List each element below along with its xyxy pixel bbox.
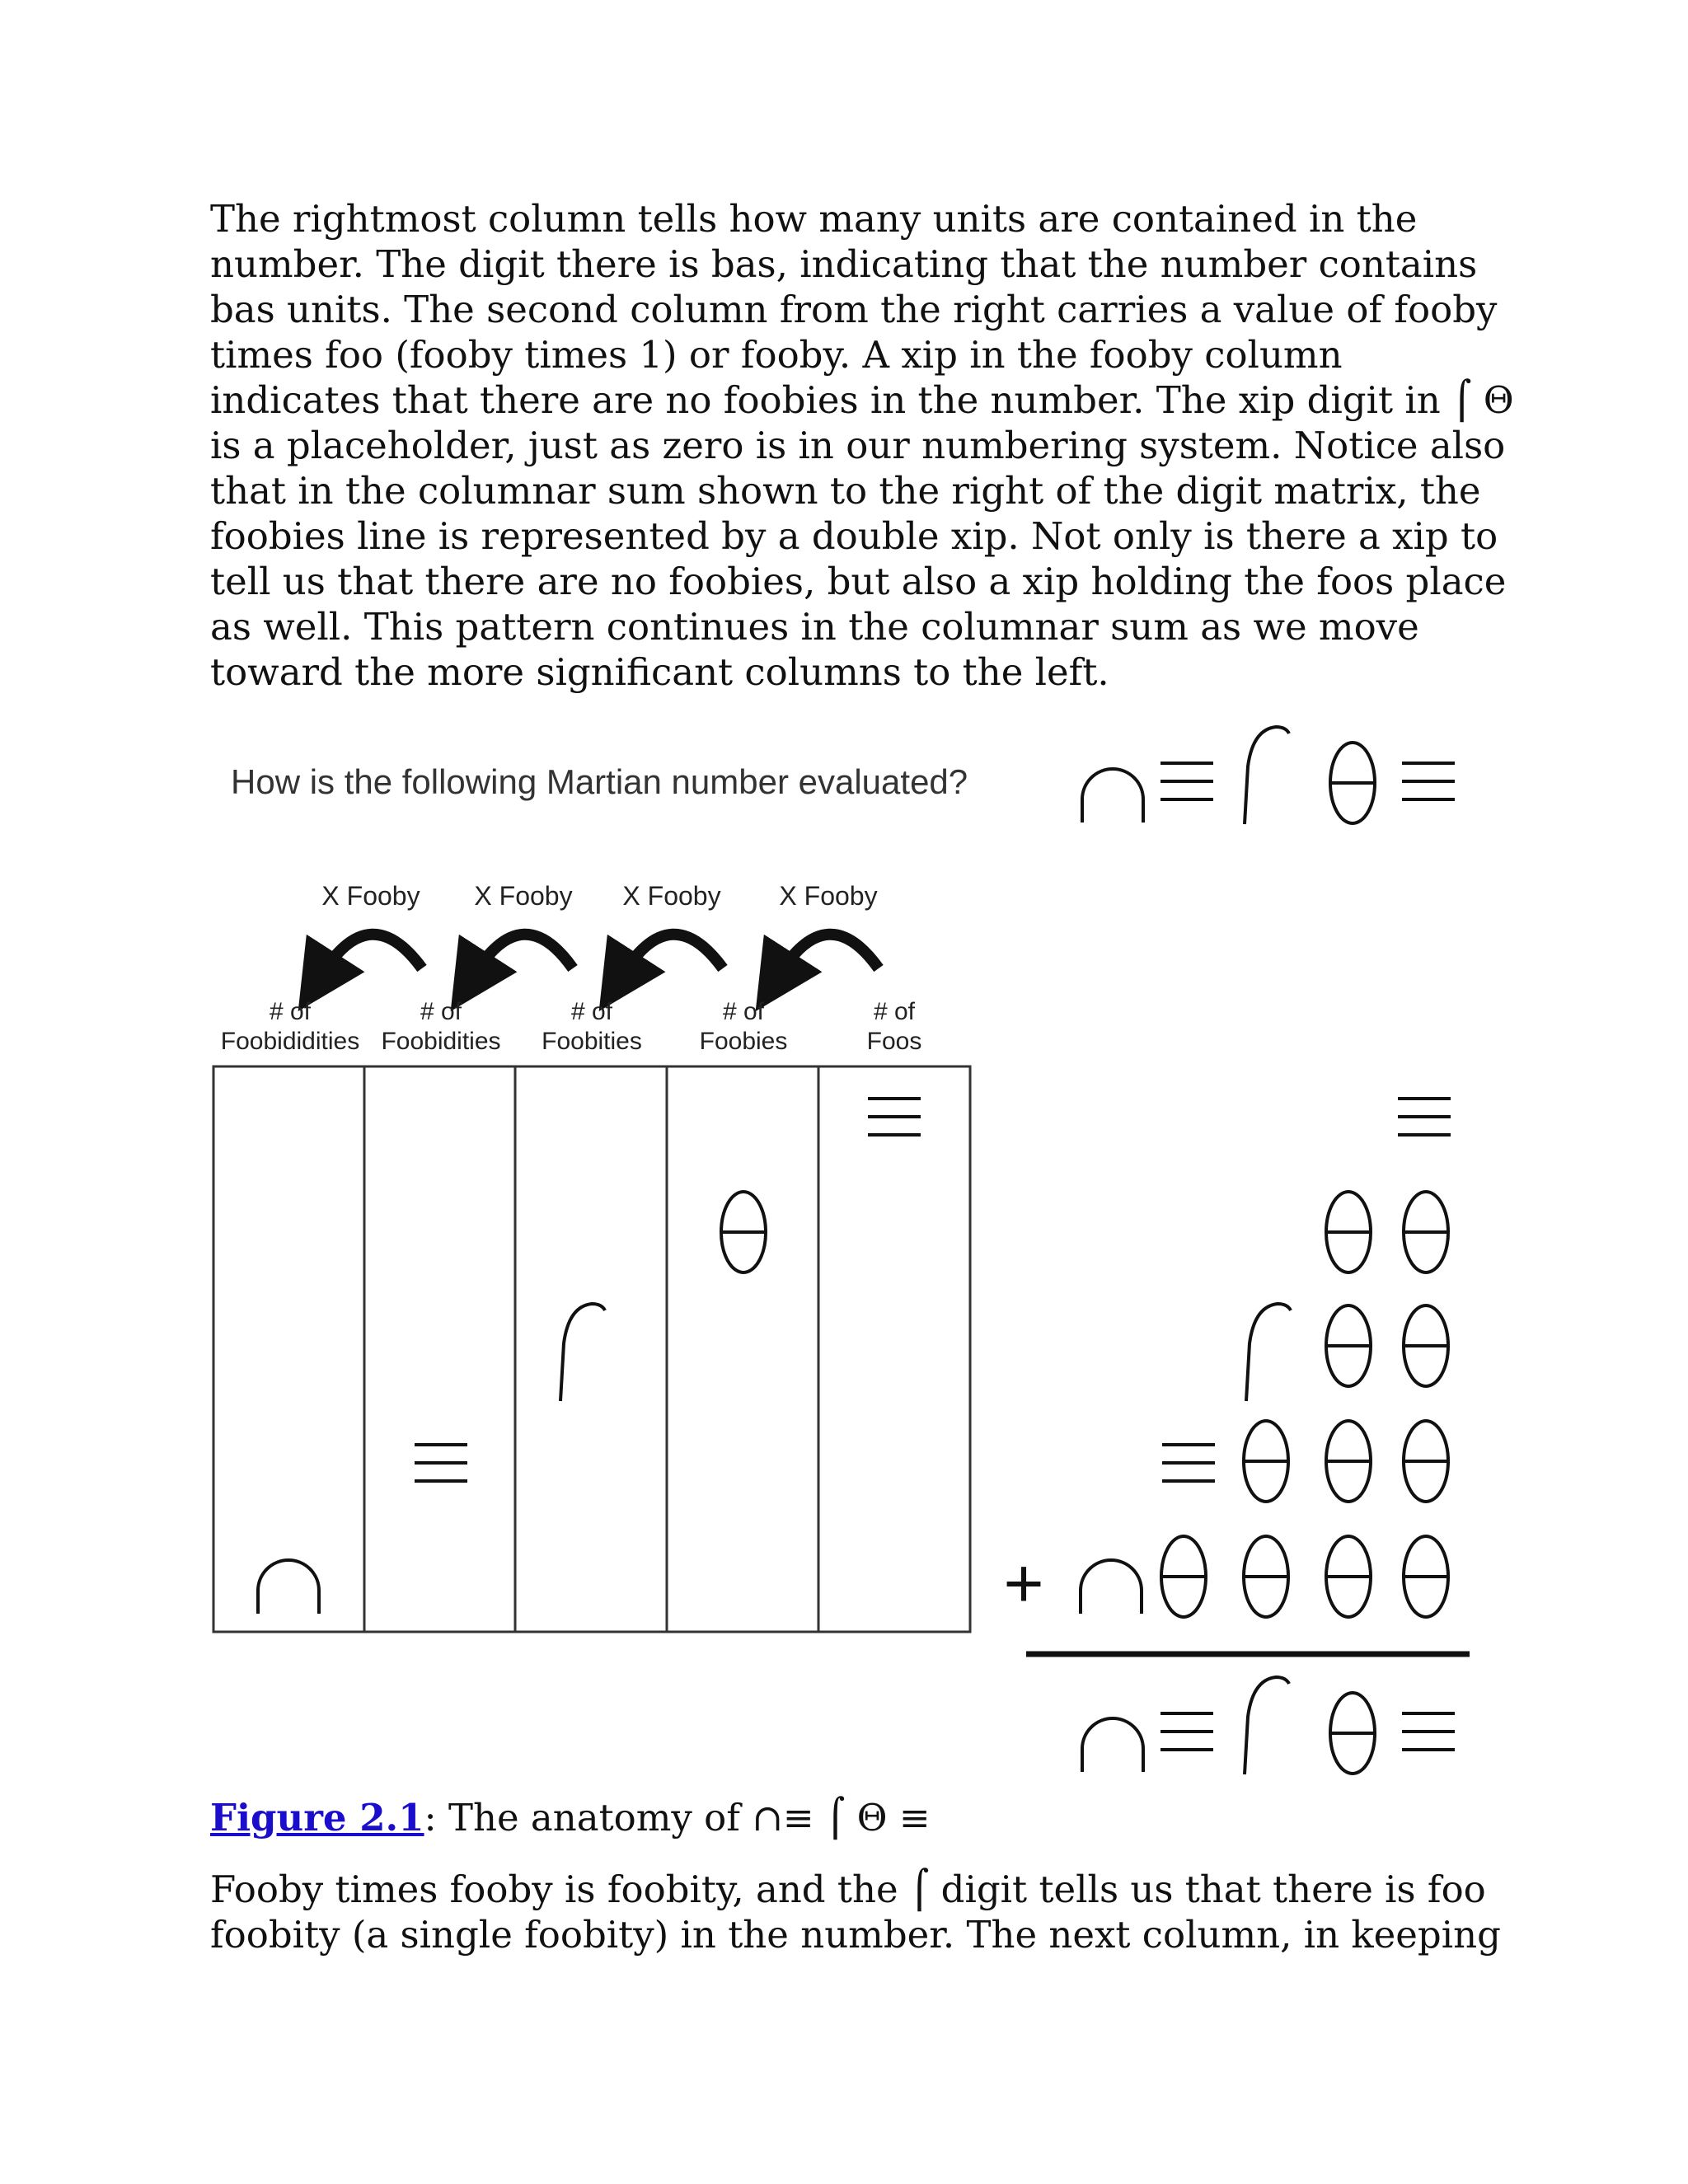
column-label: Foobididities bbox=[220, 1028, 360, 1055]
column-label-top: # of bbox=[873, 998, 916, 1025]
multiplier-label: X Fooby bbox=[622, 881, 721, 911]
multiplier-label: X Fooby bbox=[321, 881, 420, 911]
header-number bbox=[1082, 727, 1455, 824]
curved-arrow-icon bbox=[781, 935, 879, 972]
column-label: Foobities bbox=[542, 1028, 642, 1055]
curved-arrow-icon bbox=[323, 935, 422, 972]
text-line: is a placeholder, just as zero is in our numbering system. Notice also bbox=[210, 424, 1506, 467]
text-line: foobity (a single foobity) in the number. The next column, in keeping bbox=[210, 1913, 1501, 1957]
text-line: tell us that there are no foobies, but also a xip holding the foos place bbox=[210, 560, 1507, 603]
matrix-digits bbox=[258, 1099, 921, 1614]
text-line: Fooby times fooby is foobity, and the ⌠ digit tells us that there is foo bbox=[210, 1868, 1486, 1911]
body-paragraph-bottom bbox=[210, 1867, 1501, 1957]
column-label-top: # of bbox=[420, 998, 462, 1025]
text-line: that in the columnar sum shown to the right of the digit matrix, the bbox=[210, 469, 1481, 513]
text-line: as well. This pattern continues in the columnar sum as we move bbox=[210, 605, 1419, 649]
plus-sign: + bbox=[1003, 1544, 1044, 1622]
caption-text: : The anatomy of ∩≡ ⌠ Θ ≡ bbox=[424, 1796, 931, 1840]
text-line: times foo (fooby times 1) or fooby. A xip in the fooby column bbox=[210, 333, 1343, 377]
figure-link[interactable]: Figure 2.1 bbox=[210, 1796, 424, 1840]
column-label: Foobies bbox=[699, 1028, 788, 1055]
columnar-sum bbox=[1081, 1099, 1451, 1617]
curved-arrow-icon bbox=[624, 935, 723, 972]
multiplier-label: X Fooby bbox=[474, 881, 573, 911]
column-label: Foobidities bbox=[381, 1028, 501, 1055]
text-line: indicates that there are no foobies in the number. The xip digit in ⌠ Θ bbox=[210, 378, 1514, 422]
text-line: bas units. The second column from the right carries a value of fooby bbox=[210, 288, 1498, 331]
multiplier-label: X Fooby bbox=[779, 881, 878, 911]
text-line: number. The digit there is bas, indicating that the number contains bbox=[210, 242, 1478, 286]
curved-arrow-icon bbox=[476, 935, 573, 972]
text-line: toward the more significant columns to the left. bbox=[210, 650, 1109, 694]
figure-caption bbox=[210, 1795, 1496, 1840]
column-label-top: # of bbox=[722, 998, 765, 1025]
column-label: Foos bbox=[866, 1028, 922, 1055]
digit-matrix bbox=[213, 1066, 970, 1632]
question-text: How is the following Martian number evaluated? bbox=[231, 762, 968, 801]
column-label-top: # of bbox=[269, 998, 312, 1025]
column-label-top: # of bbox=[570, 998, 613, 1025]
carry-arrows bbox=[323, 935, 879, 972]
text-line: The rightmost column tells how many units are contained in the bbox=[210, 197, 1418, 241]
result-number bbox=[1082, 1677, 1455, 1774]
text-line: foobies line is represented by a double xip. Not only is there a xip to bbox=[210, 514, 1498, 558]
